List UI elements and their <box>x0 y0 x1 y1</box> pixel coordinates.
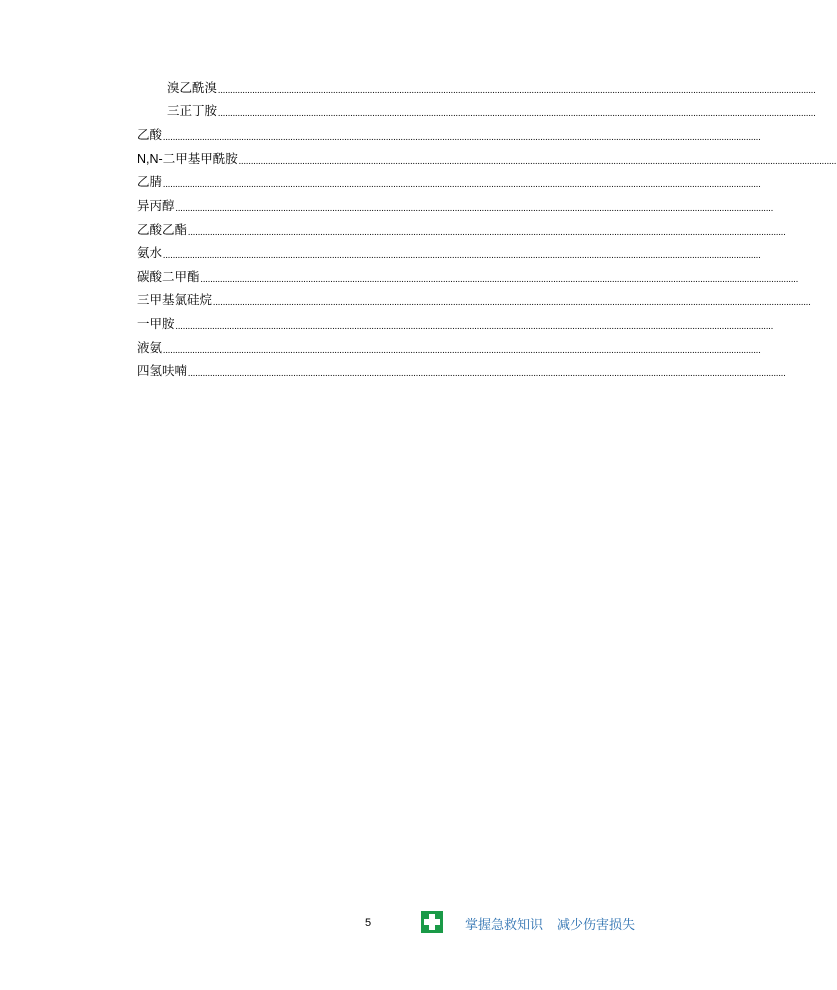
toc-entry-liquid-ammonia[interactable] <box>137 339 761 357</box>
toc-entry-label: 碳酸二甲酯 <box>137 269 200 284</box>
toc-entry-acetonitrile[interactable] <box>137 173 761 191</box>
toc-dot-leader: .................................................................................................................................................................................................................................................... <box>163 132 761 142</box>
footer-slogan <box>465 914 635 933</box>
slogan-part-2: 减少伤害损失 <box>557 918 636 933</box>
toc-entry-dimethyl-carbonate[interactable] <box>137 268 799 286</box>
toc-dot-leader: .................................................................................................................................................................................................................................................... <box>213 297 811 307</box>
toc-entry-trimethylchlorosilane[interactable] <box>137 291 811 309</box>
toc-dot-leader: .................................................................................................................................................................................................................................................... <box>188 368 786 378</box>
toc-entry-label: 氨水 <box>137 245 163 260</box>
toc-dot-leader: .................................................................................................................................................................................................................................................... <box>163 179 761 189</box>
toc-entry-label: 液氨 <box>137 340 163 355</box>
toc-entry-bromoacetyl-bromide[interactable] <box>167 79 816 97</box>
toc-dot-leader: .................................................................................................................................................................................................................................................... <box>163 250 761 260</box>
toc-entry-ammonia-water[interactable] <box>137 244 761 262</box>
page-footer <box>0 905 700 945</box>
toc-entry-ethyl-acetate[interactable] <box>137 221 786 239</box>
toc-entry-tributylamine[interactable] <box>167 102 816 120</box>
toc-entry-tetrahydrofuran[interactable] <box>137 362 786 380</box>
toc-entry-label: 溴乙酰溴 <box>167 80 218 95</box>
toc-entry-label: 三正丁胺 <box>167 103 218 118</box>
first-aid-cross-icon <box>421 911 443 933</box>
toc-dot-leader: .................................................................................................................................................................................................................................................... <box>163 345 761 355</box>
toc-entry-label: 三甲基氯硅烷 <box>137 292 213 307</box>
toc-entry-label: 一甲胺 <box>137 316 175 331</box>
toc-entry-acetic-acid[interactable] <box>137 126 761 144</box>
toc-dot-leader: .................................................................................................................................................................................................................................................... <box>200 274 799 284</box>
toc-entry-methylamine[interactable] <box>137 315 774 333</box>
toc-entry-isopropanol[interactable] <box>137 197 774 215</box>
page-number: 5 <box>365 917 372 929</box>
slogan-part-1: 掌握急救知识 <box>465 918 544 933</box>
toc-dot-leader: .................................................................................................................................................................................................................................................... <box>238 156 837 166</box>
toc-dot-leader: .................................................................................................................................................................................................................................................... <box>188 227 786 237</box>
toc-entry-label: 异丙醇 <box>137 198 175 213</box>
toc-entry-label: 乙酸 <box>137 127 163 142</box>
toc-dot-leader: .................................................................................................................................................................................................................................................... <box>175 321 774 331</box>
toc-dot-leader: .................................................................................................................................................................................................................................................... <box>175 203 774 213</box>
toc-dot-leader: .................................................................................................................................................................................................................................................... <box>218 85 816 95</box>
toc-entry-label: 乙腈 <box>137 174 163 189</box>
toc-entry-label: 乙酸乙酯 <box>137 222 188 237</box>
toc-dot-leader: .................................................................................................................................................................................................................................................... <box>218 108 816 118</box>
toc-entry-label: 四氢呋喃 <box>137 363 188 378</box>
toc-entry-label: N,N-二甲基甲酰胺 <box>137 152 238 166</box>
toc-entry-dmf[interactable] <box>137 150 837 168</box>
